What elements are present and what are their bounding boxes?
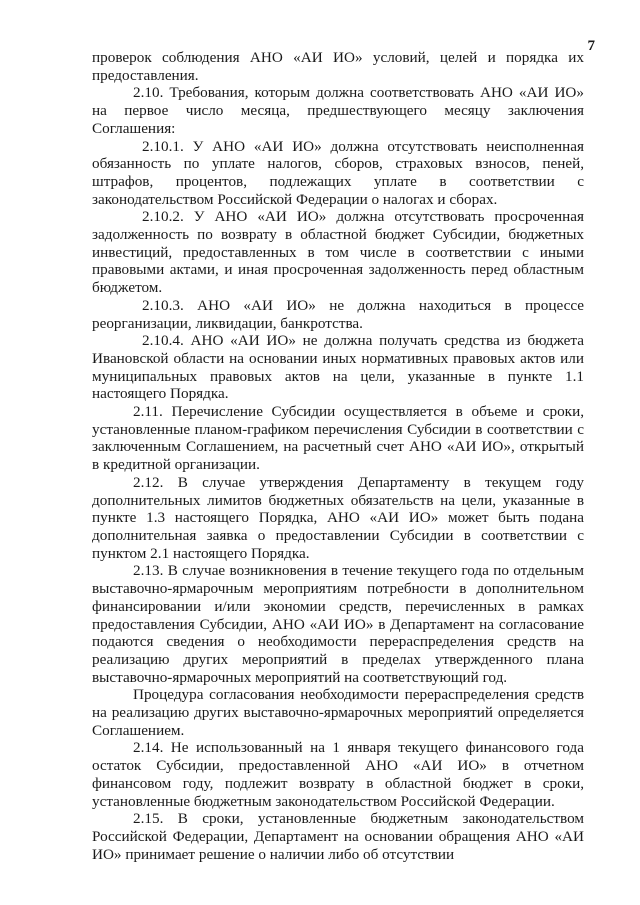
page-number: 7 <box>587 38 595 54</box>
paragraph-continuation: проверок соблюдения АНО «АИ ИО» условий, целей и порядка их предоставления. <box>92 49 584 84</box>
paragraph-2-10-4: 2.10.4. АНО «АИ ИО» не должна получать средства из бюджета Ивановской области на основании иных нормативных правовых актов или муниципальных правовых актов на цели, указанные в пункте 1.1 настоящего Порядка. <box>92 332 584 403</box>
paragraph-2-15: 2.15. В сроки, установленные бюджетным законодательством Российской Федерации, Департамент на основании обращения АНО «АИ ИО» принимает решение о наличии либо об отсутствии <box>92 810 584 863</box>
document-body <box>92 49 584 863</box>
paragraph-2-10-1: 2.10.1. У АНО «АИ ИО» должна отсутствовать неисполненная обязанность по уплате налогов, сборов, страховых взносов, пеней, штрафов, процентов, подлежащих уплате в соответствии с законодательством Российской Федерации о налогах и сборах. <box>92 137 584 208</box>
paragraph-2-10: 2.10. Требования, которым должна соответствовать АНО «АИ ИО» на первое число месяца, предшествующего месяцу заключения Соглашения: <box>92 84 584 137</box>
paragraph-2-14: 2.14. Не использованный на 1 января текущего финансового года остаток Субсидии, предоставленной АНО «АИ ИО» в отчетном финансовом году, подлежит возврату в областной бюджет в сроки, установленные бюджетным законодательством Российской Федерации. <box>92 739 584 810</box>
paragraph-2-12: 2.12. В случае утверждения Департаменту в текущем году дополнительных лимитов бюджетных обязательств на цели, указанные в пункте 1.3 настоящего Порядка, АНО «АИ ИО» может быть подана дополнительная заявка о предоставлении Субсидии в соответствии с пунктом 2.1 настоящего Порядка. <box>92 473 584 562</box>
paragraph-procedure: Процедура согласования необходимости перераспределения средств на реализацию других выставочно-ярмарочных мероприятий определяется Соглашением. <box>92 686 584 739</box>
paragraph-2-11: 2.11. Перечисление Субсидии осуществляется в объеме и сроки, установленные планом-графиком перечисления Субсидии в соответствии с заключенным Соглашением, на расчетный счет АНО «АИ ИО», открытый в кредитной организации. <box>92 403 584 474</box>
paragraph-2-10-2: 2.10.2. У АНО «АИ ИО» должна отсутствовать просроченная задолженность по возврату в областной бюджет Субсидии, бюджетных инвестиций, предоставленных в том числе в соответствии с иными правовыми актами, и иная просроченная задолженность перед областным бюджетом. <box>92 208 584 297</box>
paragraph-2-13: 2.13. В случае возникновения в течение текущего года по отдельным выставочно-ярмарочным мероприятиям потребности в дополнительном финансировании и/или экономии средств, перечисленных в рамках предоставления Субсидии, АНО «АИ ИО» в Департамент на согласование подаются сведения о необходимости перераспределения средств на реализацию других мероприятий в пределах утвержденного плана выставочно-ярмарочных мероприятий на соответствующий год. <box>92 562 584 686</box>
paragraph-2-10-3: 2.10.3. АНО «АИ ИО» не должна находиться в процессе реорганизации, ликвидации, банкротства. <box>92 296 584 332</box>
